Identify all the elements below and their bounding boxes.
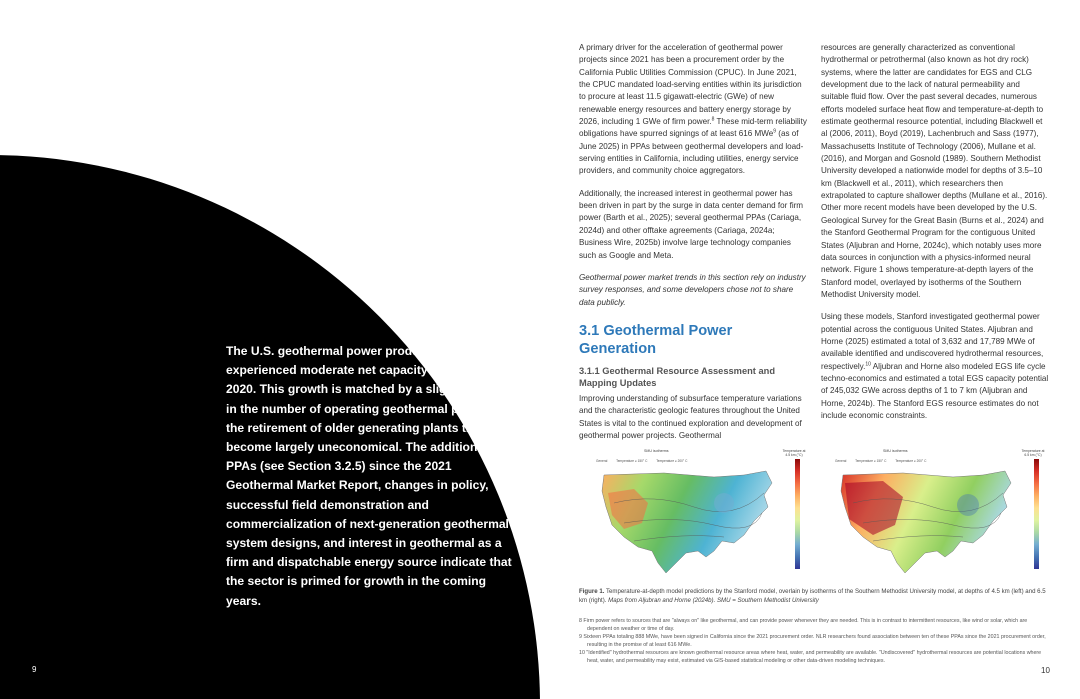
cool-spot-left: [714, 493, 734, 513]
paragraph-text: A primary driver for the acceleration of geothermal power projects since 2021 has been a procurement order by the California Public Utilities Commission (CPUC). In June 2021, the CPUC mandated load-serving entities within its jurisdiction to procure at least 11.5 gigawatt-electric (GWe) of new renewable energy resources and battery energy storage by 2026, including 1 GWe of firm power.: [579, 43, 802, 127]
paragraph-text: (as of June 2025) in PPAs between geothermal developers and load-serving entities in California, including utilities, energy service providers, and community choice aggregators.: [579, 129, 804, 176]
footnote-8: 8 Firm power refers to sources that are "always on" like geothermal, and can provide power whenever they are needed. This is in contrast to intermittent resources, like wind or solar, which are dependent on weather or time of day.: [579, 618, 1028, 632]
caption-source: Maps from Aljubran and Horne (2024b). SMU = Southern Methodist University: [608, 596, 819, 604]
section-heading: 3.1 Geothermal Power Generation: [579, 322, 733, 357]
text-column-right: [821, 42, 1049, 432]
legend-150: Temperature ≥ 150° C: [855, 459, 887, 463]
figure-map-6-5km: [821, 449, 1049, 581]
paragraph-cpuc: [579, 42, 809, 178]
colorbar: [1034, 459, 1039, 569]
footnotes: [579, 618, 1049, 667]
paragraph-resources: resources are generally characterized as conventional hydrothermal or petrothermal (also known as hot dry rock) systems, where the latter are candidates for EGS and CLG development due to the lack of natural permeability and suitable fluid flow. Over the past several decades, numerous efforts modeled surface heat flow and temperature-at-depth to estimate geothermal resource potential, including Blackwell et al (2006, 2011), Boyd (2019), Lachenbruch and Sass (1977), Massachusetts Institute of Technology (2006), Mullane et al. (2016), and Morgan and Gosnold (1989). Southern Methodist University developed a nationwide model for depths of 3.5–10 km (Blackwell et al., 2011), which researchers then extrapolated to capture shallower depths (Mullane et al., 2016). Other more recent models have been developed by the U.S. Geological Survey for the Great Basin (Burns et al., 2024) and the Stanford Geothermal Program for the contiguous United States (Aljubran and Horne, 2024c), which notably uses more data sources in conjunction with a physics-informed neural network. Figure 1 shows temperature-at-depth layers of the Stanford model, overlayed by isotherms of the Southern Methodist University model.: [821, 43, 1048, 299]
colorbar-title: Temperature at 6.5 km (°C): [1021, 449, 1045, 457]
footnote-ref[interactable]: 9: [773, 128, 776, 135]
caption-text: Temperature-at-depth model predictions by the Stanford model, overlain by isotherms of the Southern Methodist University model, at depths of 4.5 km (left) and 6.5 km (right).: [579, 588, 1046, 604]
subsection-heading: 3.1.1 Geothermal Resource Assessment and Mapping Updates: [579, 365, 776, 389]
legend-150: Temperature ≥ 150° C: [616, 459, 648, 463]
right-page: [540, 0, 1080, 699]
italic-note: Geothermal power market trends in this section rely on industry survey responses, and some developers chose not to share data publicly.: [579, 272, 806, 307]
footnote-ref[interactable]: 10: [865, 360, 871, 367]
legend-200: Temperature ≥ 200° C: [656, 459, 688, 463]
map-title: SMU isotherms: [644, 449, 669, 453]
us-temperature-map-left: [594, 463, 784, 581]
figure-map-4-5km: [582, 449, 810, 581]
footnote-10: 10 "Identified" hydrothermal resources are known geothermal resource areas where heat, water, and permeability are available. "Undiscovered" hydrothermal resources are potential locations where heat, water, and permeability may exist, estimated via GIS-based statistical modeling or other data-driven modeling techniques.: [579, 650, 1042, 664]
callout-text: The U.S. geothermal power production market has experienced moderate net capacity growth since 2020. This growth is matched by a slight increase in the number of operating geothermal plants and the retirement of older generating plants that have become largely uneconomical. The addition of 26 PPAs (see Section 3.2.5) since the 2021 Geothermal Market Report, changes in policy, successful field demonstration and commercialization of next-generation geothermal system designs, and interest in geothermal as a firm and dispatchable energy source indicate that the sector is primed for growth in the coming years.: [226, 344, 516, 608]
text-column-left: [579, 42, 809, 452]
legend-200: Temperature ≥ 200° C: [895, 459, 927, 463]
colorbar: [795, 459, 800, 569]
colorbar-title: Temperature at 4.5 km (°C): [782, 449, 806, 457]
paragraph-text: These mid-term reliability obligations have spurred signings of at least 616 MWe: [579, 117, 807, 139]
paragraph-data-centers: Additionally, the increased interest in geothermal power has been driven in part by the surge in data center demand for firm power (Barth et al., 2025); several geothermal PPAs (Cariaga, 2024d) and other offtake agreements (Cariaga, 2024a; Business Wire, 2025b) involve large technology companies such as Google and Meta.: [579, 188, 804, 260]
footnote-ref[interactable]: 8: [711, 116, 715, 123]
legend-general: General: [835, 459, 847, 463]
paragraph-text: Aljubran and Horne also modeled EGS life cycle techno-economics and estimated a total EGS capacity potential of 245,032 GWe across depths of 1 to 7 km (Aljubran and Horne, 2024b). The Stanford EGS resource estimates do not include economic constraints.: [821, 361, 1049, 420]
cool-spot-right: [957, 494, 979, 516]
page-number-right: 10: [1041, 666, 1050, 675]
paragraph-stanford: [821, 311, 1049, 422]
us-temperature-map-right: [833, 463, 1023, 581]
figure-caption: [579, 588, 1051, 605]
paragraph-text: Using these models, Stanford investigated geothermal power potential across the contiguous United States. Aljubran and Horne (2025) estimated a total of 3,632 and 17,789 MWe of available identified and undiscovered hydrothermal resources, respectively.: [821, 312, 1044, 371]
legend-general: General: [596, 459, 608, 463]
footnote-9: 9 Sixteen PPAs totaling 888 MWe, have been signed in California since the 2021 procurement order. NLR researchers found association between ten of these PPAs since the 2021 procurement order, resulting in the promise of at least 616 MWe.: [579, 634, 1046, 648]
map-title: SMU isotherms: [883, 449, 908, 453]
paragraph-subsurface: Improving understanding of subsurface temperature variations and the characteristic geologic features throughout the United States is vital to the continued exploration and development of geothermal power projects. Geothermal: [579, 393, 802, 440]
caption-label: Figure 1.: [579, 588, 605, 595]
page-number-left: 9: [32, 665, 37, 674]
